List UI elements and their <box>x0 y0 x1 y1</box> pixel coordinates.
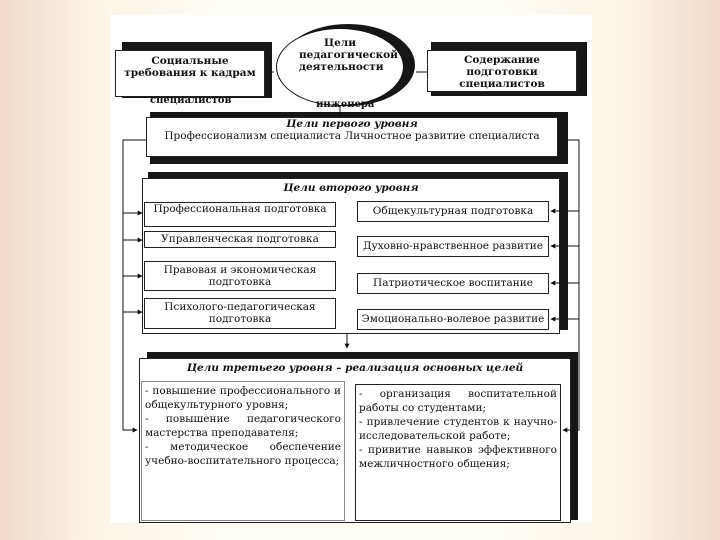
level2-left-item-4 <box>144 298 336 329</box>
level3-right-item-3: - привитие навыков эффективного межличностного общения; <box>359 444 557 470</box>
level2-right-label-2: Духовно-нравственное развитие <box>363 240 543 252</box>
goals-oval <box>276 28 404 106</box>
level3-right-list <box>355 384 561 521</box>
level2-right-item-3 <box>357 273 549 294</box>
level2-left-label-4: Психолого-педагогическая подготовка <box>164 301 316 325</box>
level3-left-item-2: - повышение педагогического мастерства преподавателя; <box>145 413 341 439</box>
level2-right-label-1: Общекультурная подготовка <box>372 205 534 217</box>
level3-title: Цели третьего уровня – реализация основных целей <box>186 362 524 374</box>
content-box <box>427 50 577 92</box>
social-requirements-label: Социальные требования к кадрам <box>124 55 256 79</box>
level3-left-list <box>141 381 345 521</box>
level1-title: Цели первого уровня <box>286 118 418 130</box>
level2-left-item-1 <box>144 202 336 227</box>
content-label: Содержание подготовки специалистов <box>459 54 545 90</box>
social-requirements-overflow: специалистов <box>150 95 232 106</box>
level2-right-item-4 <box>357 309 549 330</box>
level2-title: Цели второго уровня <box>283 182 419 194</box>
level2-right-label-3: Патриотическое воспитание <box>373 277 533 289</box>
level3-left-item-1: - повышение профессионального и общекультурного уровня; <box>145 385 341 411</box>
level2-left-label-3: Правовая и экономическая подготовка <box>163 264 317 288</box>
level1-text: Профессионализм специалиста Личностное развитие специалиста <box>164 130 540 142</box>
level1-box <box>146 117 558 157</box>
social-requirements-box <box>115 50 265 97</box>
level2-right-item-1 <box>357 201 549 222</box>
level2-left-item-2 <box>144 231 336 248</box>
level3-right-item-2: - привлечение студентов к научно-исследовательской работе; <box>359 416 557 442</box>
level2-left-label-1: Профессиональная подготовка <box>153 203 327 215</box>
level2-left-label-2: Управленческая подготовка <box>161 233 319 245</box>
goals-center-overflow: инженера <box>316 99 375 110</box>
level3-left-item-3: - методическое обеспечение учебно-воспитательного процесса; <box>145 441 341 467</box>
goals-center-label: Цели педагогической деятельности <box>299 37 398 73</box>
level2-left-item-3 <box>144 261 336 291</box>
level2-right-item-2 <box>357 236 549 257</box>
level2-right-label-4: Эмоционально-волевое развитие <box>361 313 545 325</box>
level3-right-item-1: - организация воспитательной работы со студентами; <box>359 388 557 414</box>
